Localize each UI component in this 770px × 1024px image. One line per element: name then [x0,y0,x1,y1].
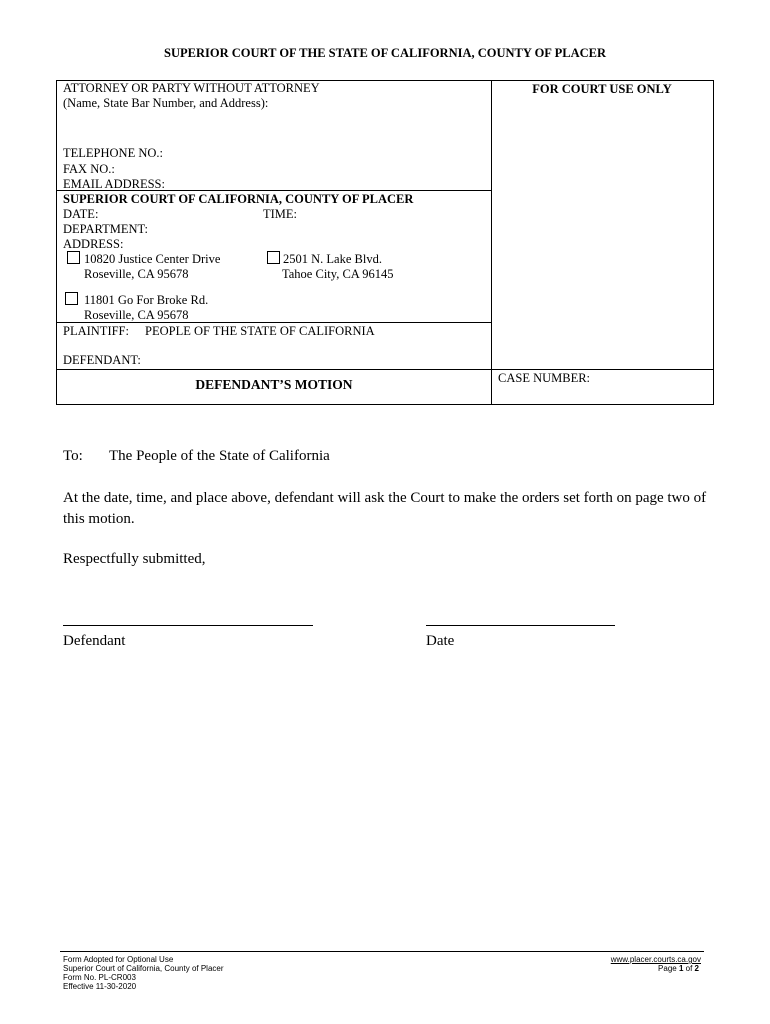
attorney-label: ATTORNEY OR PARTY WITHOUT ATTORNEY [63,81,320,95]
date-signature-line[interactable] [426,625,615,626]
location-roseville-broke-checkbox[interactable] [65,292,78,305]
date-label: DATE: [63,207,99,221]
signature-defendant-label: Defendant [63,633,126,649]
location-3-line2: Roseville, CA 95678 [84,308,189,322]
page-number: 1 [678,964,684,973]
location-2-line1: 2501 N. Lake Blvd. [283,252,382,266]
body-paragraph: At the date, time, and place above, defendant will ask the Court to make the orders set forth on page two of this motion. [63,490,707,527]
page-total: 2 [694,964,699,973]
to-value: The People of the State of California [109,448,330,464]
location-2-line2: Tahoe City, CA 96145 [282,267,394,281]
time-label: TIME: [263,207,298,221]
email-label: EMAIL ADDRESS: [63,177,165,191]
department-label: DEPARTMENT: [63,222,148,236]
footer-website-link[interactable]: www.placer.courts.ca.gov [610,955,701,964]
telephone-label: TELEPHONE NO.: [63,146,163,160]
signature-date-label: Date [426,633,455,649]
court-use-label: FOR COURT USE ONLY [532,82,672,96]
location-roseville-justice-checkbox[interactable] [67,251,80,264]
footer-rule [60,951,704,952]
page-of: of [685,964,693,973]
location-3-line1: 11801 Go For Broke Rd. [84,293,209,307]
attorney-sublabel: (Name, State Bar Number, and Address): [63,96,269,110]
page-word: Page [658,964,677,973]
fax-label: FAX NO.: [63,162,115,176]
court-title: SUPERIOR COURT OF CALIFORNIA, COUNTY OF PLACER [63,192,414,206]
location-1-line1: 10820 Justice Center Drive [84,252,221,266]
location-1-line2: Roseville, CA 95678 [84,267,189,281]
location-tahoe-checkbox[interactable] [267,251,280,264]
footer-form-number: Form No. PL-CR003 [63,973,136,982]
defendant-signature-line[interactable] [63,625,313,626]
defendant-label: DEFENDANT: [63,353,141,367]
plaintiff-label: PLAINTIFF: [63,324,129,338]
page-header-title: SUPERIOR COURT OF THE STATE OF CALIFORNIA, COUNTY OF PLACER [164,46,606,60]
plaintiff-value: PEOPLE OF THE STATE OF CALIFORNIA [145,324,375,338]
form-title: DEFENDANT’S MOTION [195,377,353,392]
closing-text: Respectfully submitted, [63,551,206,567]
footer-page-indicator [658,964,699,974]
footer-effective: Effective 11-30-2020 [63,982,137,991]
to-label: To: [63,448,83,464]
case-number-label: CASE NUMBER: [498,371,591,385]
footer-adopted: Form Adopted for Optional Use [63,955,174,964]
address-label: ADDRESS: [63,237,124,251]
footer-court: Superior Court of California, County of Placer [63,964,224,973]
